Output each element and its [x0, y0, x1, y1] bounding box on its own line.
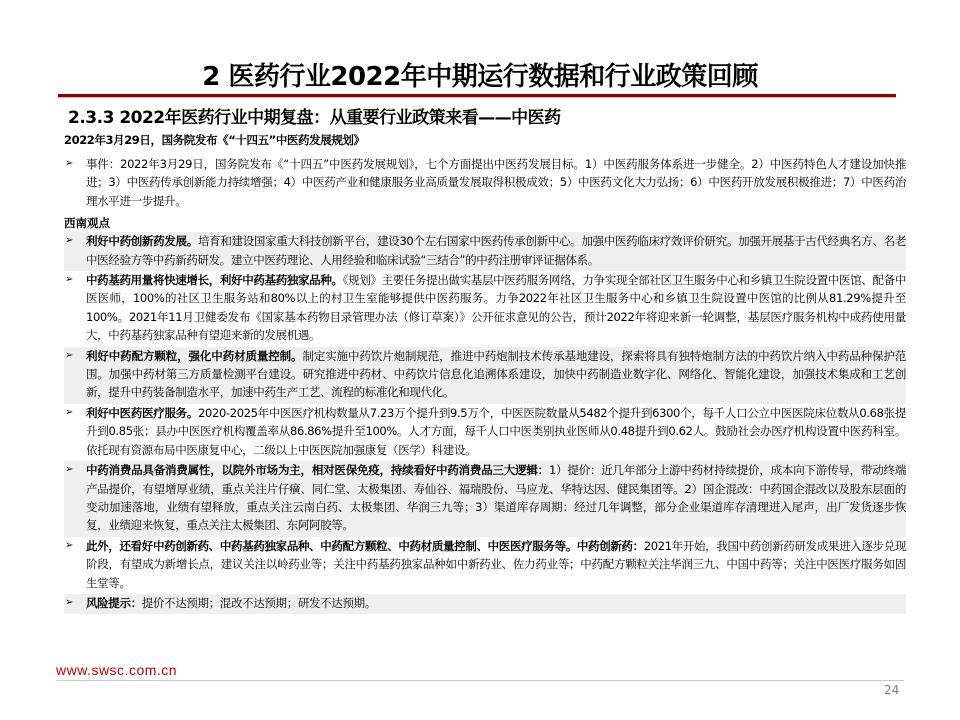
- risk-heading: 风险提示：: [86, 595, 142, 610]
- viewpoints-title: 西南观点: [64, 216, 110, 231]
- viewpoint-heading: 利好中医药医疗服务。: [86, 405, 199, 420]
- viewpoint-text: 《规划》主要任务提出做实基层中医药服务网络，力争实现全部社区卫生服务中心和乡镇卫生院设置中医馆、配备中医医师，100%的社区卫生服务站和80%以上的村卫生室能够提供中医药服务。力争2022年社区卫生服务中心和乡镇卫生院设置中医馆的比例从81.29%提升至100%。2021年11月卫健委发布《国家基本药物目录管理办法（修订草案）》公开征求意见的公告，预计2022年将迎来新一轮调整，基层医疗服务机构中成药使用量大，中药基药独家品种有望迎来新的发展机遇。: [86, 273, 906, 343]
- viewpoint-item: [64, 537, 906, 594]
- viewpoint-text: 2020-2025年中医医疗机构数量从7.23万个提升到9.5万个，中医医院数量从5482个提升到6300个，每千人口公立中医医院床位数从0.68张提升到0.85张；县办中医医疗机构覆盖率从86.86%提升至100%。人才方面，每千人口中医类别执业医师从0.48提升到0.62人。鼓励社会办医疗机构设置中医药科室。依托现有资源布局中医康复中心，二级以上中医医院加强康复（医学）科建设。: [86, 405, 907, 457]
- event-date-line: 2022年3月29日，国务院发布《“十四五”中医药发展规划》: [64, 133, 365, 147]
- page-number: 24: [884, 683, 900, 697]
- footer-url-link[interactable]: www.swsc.com.cn: [56, 662, 178, 678]
- arrow-bullet-icon: ➢: [65, 596, 74, 608]
- viewpoint-text: 1）提价：近几年部分上游中药材持续提价，成本向下游传导，带动终端产品提价，有望增厚业绩，重点关注片仔癀、同仁堂、太极集团、寿仙谷、福瑞股份、马应龙、华特达因、健民集团等。2）国企混改：中药国企混改以及股东层面的变动加速落地，业绩有望释放，重点关注云南白药、太极集团、华润三九等；3）渠道库存周期：经过几年调整，部分企业渠道库存清理进入尾声，出厂发货逐步恢复，业绩迎来恢复，重点关注太极集团、东阿阿胶等。: [86, 463, 906, 533]
- viewpoint-text: 培育和建设国家重大科技创新平台，建设30个左右国家中医药传承创新中心。加强中医药临床疗效评价研究。加强开展基于古代经典名方、名老中医经验方等中药新药研发。建立中医药理论、人用经验和临床试验“三结合”的中药注册审评证据体系。: [86, 234, 906, 267]
- risk-item: [64, 594, 906, 614]
- footer-divider: [56, 680, 904, 681]
- arrow-bullet-icon: ➢: [65, 464, 74, 476]
- viewpoint-heading: 中药基药用量将快速增长，利好中药基药独家品种。: [86, 273, 343, 288]
- arrow-bullet-icon: ➢: [65, 235, 74, 247]
- viewpoint-item: [64, 347, 906, 404]
- viewpoint-heading: 利好中药创新药发展。: [86, 234, 198, 249]
- page-title: 2 医药行业2022年中期运行数据和行业政策回顾: [202, 62, 758, 92]
- viewpoint-item: [64, 232, 906, 271]
- viewpoint-heading: 此外，还看好中药创新药、中药基药独家品种、中药配方颗粒、中药材质量控制、中医医疗服务等。中药创新药：: [86, 538, 644, 553]
- arrow-bullet-icon: ➢: [65, 406, 74, 418]
- viewpoint-heading: 利好中药配方颗粒，强化中药材质量控制。: [86, 348, 303, 363]
- viewpoint-heading: 中药消费品具备消费属性，以院外市场为主，相对医保免疫，持续看好中药消费品三大逻辑：: [86, 463, 549, 478]
- arrow-bullet-icon: ➢: [65, 274, 74, 286]
- content-body: [64, 131, 906, 614]
- arrow-bullet-icon: ➢: [65, 349, 74, 361]
- risk-text: 提价不达预期；混改不达预期；研发不达预期。: [141, 595, 376, 610]
- event-text: 事件：2022年3月29日，国务院发布《“十四五”中医药发展规划》，七个方面提出中医药发展目标。1）中医药服务体系进一步健全。2）中医药特色人才建设加快推进；3）中医药传承创新能力持续增强；4）中医药产业和健康服务业高质量发展取得积极成效；5）中医药文化大力弘扬；6）中医药开放发展积极推进；7）中医药治理水平进一步提升。: [86, 157, 906, 208]
- viewpoint-text: 2021年开始，我国中药创新药研发成果进入逐步兑现阶段，有望成为新增长点，建议关注以岭药业等；关注中药基药独家品种如中新药业、佐力药业等；中药配方颗粒关注华润三九、中国中药等；关注中医医疗服务如固生堂等。: [86, 538, 907, 590]
- viewpoint-item: [64, 271, 906, 347]
- section-title: 2.3.3 2022年医药行业中期复盘：从重要行业政策来看——中医药: [68, 108, 561, 128]
- arrow-bullet-icon: ➢: [65, 158, 74, 169]
- viewpoint-item: [64, 404, 906, 461]
- viewpoint-text: 制定实施中药饮片炮制规范，推进中药炮制技术传承基地建设，探索将具有独特炮制方法的中药饮片纳入中药品种保护范围。加强中药材第三方质量检测平台建设。研究推进中药材、中药饮片信息化追溯体系建设，加快中药制造业数字化、网络化、智能化建设，加强技术集成和工艺创新，提升中药装备制造水平，加速中药生产工艺、流程的标准化和现代化。: [86, 348, 906, 400]
- arrow-bullet-icon: ➢: [65, 539, 74, 551]
- title-divider-accent: [58, 97, 896, 98]
- viewpoint-item: [64, 461, 906, 537]
- event-item: [64, 155, 906, 210]
